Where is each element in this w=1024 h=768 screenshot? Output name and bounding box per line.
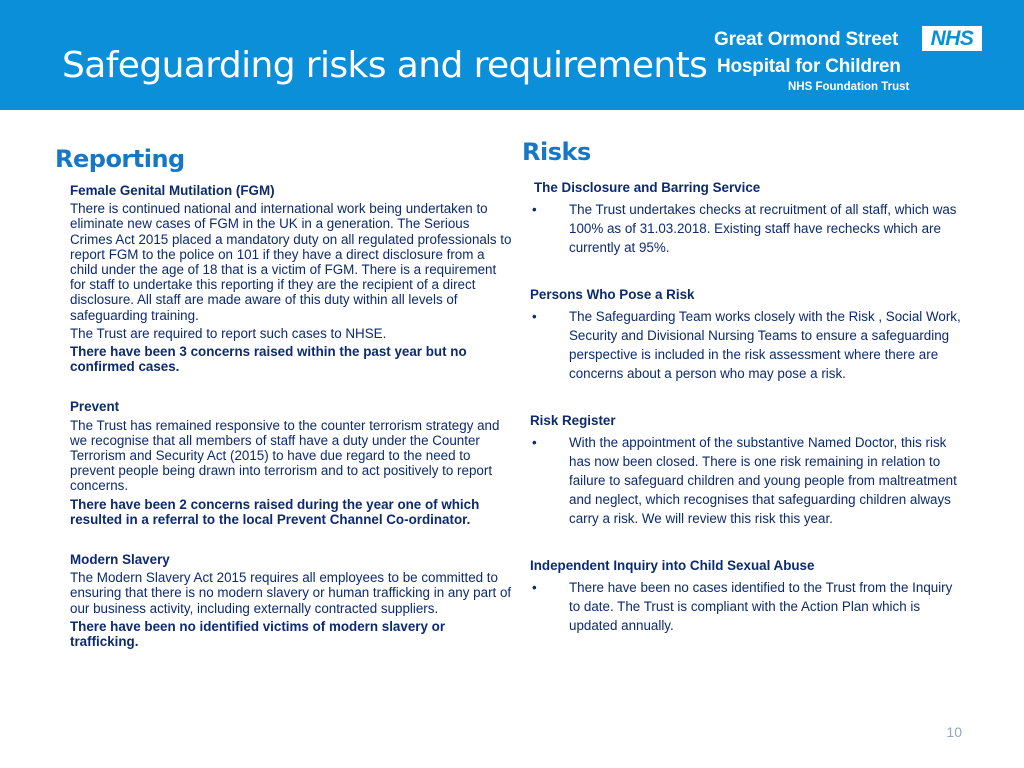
modern-slavery-section [70, 552, 515, 649]
bullet-text: The Trust undertakes checks at recruitment of all staff, which was 100% as of 31.03.2018. Existing staff have rechecks which are currently at 95%. [569, 202, 957, 255]
section-paragraph: There is continued national and international work being undertaken to eliminate new cases of FGM in the UK in a generation. The Serious Crimes Act 2015 placed a mandatory duty on all regulated professionals to report FGM to the police on 101 if they have a direct disclosure from a child under the age of 18 that is a victim of FGM. There is a requirement for staff to undertake this reporting if they are the recipient of a direct disclosure. All staff are made aware of this duty within all levels of safeguarding training. [70, 201, 512, 323]
section-highlight: There have been 3 concerns raised within the past year but no confirmed cases. [70, 344, 467, 375]
section-title: Risk Register [530, 413, 616, 428]
risks-heading: Risks [522, 138, 591, 166]
fgm-section [70, 183, 515, 374]
section-highlight: There have been no identified victims of modern slavery or trafficking. [70, 618, 446, 650]
page-title: Safeguarding risks and requirements [62, 45, 708, 86]
bullet-text: With the appointment of the substantive Named Doctor, this risk has now been closed. There is one risk remaining in relation to failure to safeguard children and young people from maltreatment and neglect, which recognises that safeguarding children always carry a risk. We will review this risk this year. [569, 435, 957, 526]
bullet-text: The Safeguarding Team works closely with the Risk , Social Work, Security and Divisional Nursing Teams to ensure a safeguarding perspective is included in the risk assessment where there are concerns about a person who may pose a risk. [569, 309, 961, 381]
section-paragraph: The Trust has remained responsive to the counter terrorism strategy and we recognise that all members of staff have a duty under the Counter Terrorism and Security Act (2015) to have due regard to the need to prevent people being drawn into terrorism and to act positively to report concerns. [70, 417, 500, 494]
bullet-item [522, 433, 967, 528]
risk-register-section [522, 411, 967, 528]
bullet-icon: • [532, 309, 537, 324]
section-paragraph: The Trust are required to report such cases to NHSE. [70, 325, 387, 341]
logo-line-3: NHS Foundation Trust [788, 81, 910, 93]
page-number: 10 [946, 724, 962, 740]
gosh-logo [714, 26, 986, 98]
bullet-icon: • [532, 580, 537, 595]
bullet-item [522, 578, 967, 635]
spacer [522, 257, 967, 275]
section-paragraph: The Modern Slavery Act 2015 requires all employees to be committed to ensuring that there is no modern slavery or human trafficking in any part of our business activity, including externally contracted suppliers. [70, 570, 512, 616]
logo-line-1: Great Ormond Street [714, 29, 899, 50]
inquiry-section [522, 556, 967, 635]
nhs-badge: NHS [922, 26, 982, 51]
prevent-section [70, 399, 515, 527]
section-title: Prevent [70, 399, 120, 415]
bullet-icon: • [532, 202, 537, 217]
persons-risk-section [522, 285, 967, 383]
section-title: Persons Who Pose a Risk [530, 287, 695, 302]
spacer [522, 383, 967, 401]
dbs-section [522, 178, 967, 257]
section-title: Female Genital Mutilation (FGM) [70, 183, 275, 198]
logo-line-2: Hospital for Children [717, 56, 901, 77]
reporting-column [55, 145, 515, 649]
header-banner [0, 0, 1024, 110]
section-highlight: There have been 2 concerns raised during the year one of which resulted in a referral to the local Prevent Channel Co-ordinator. [70, 496, 480, 527]
section-title: The Disclosure and Barring Service [534, 180, 761, 195]
section-title: Modern Slavery [70, 552, 170, 568]
spacer [522, 528, 967, 546]
bullet-icon: • [532, 435, 537, 450]
bullet-item [522, 307, 967, 383]
bullet-item [522, 200, 967, 257]
risks-column [522, 138, 967, 635]
spacer [55, 374, 515, 394]
section-title: Independent Inquiry into Child Sexual Abuse [530, 558, 815, 573]
reporting-heading: Reporting [55, 145, 185, 173]
bullet-text: There have been no cases identified to the Trust from the Inquiry to date. The Trust is compliant with the Action Plan which is updated annually. [569, 580, 953, 633]
spacer [55, 527, 515, 547]
